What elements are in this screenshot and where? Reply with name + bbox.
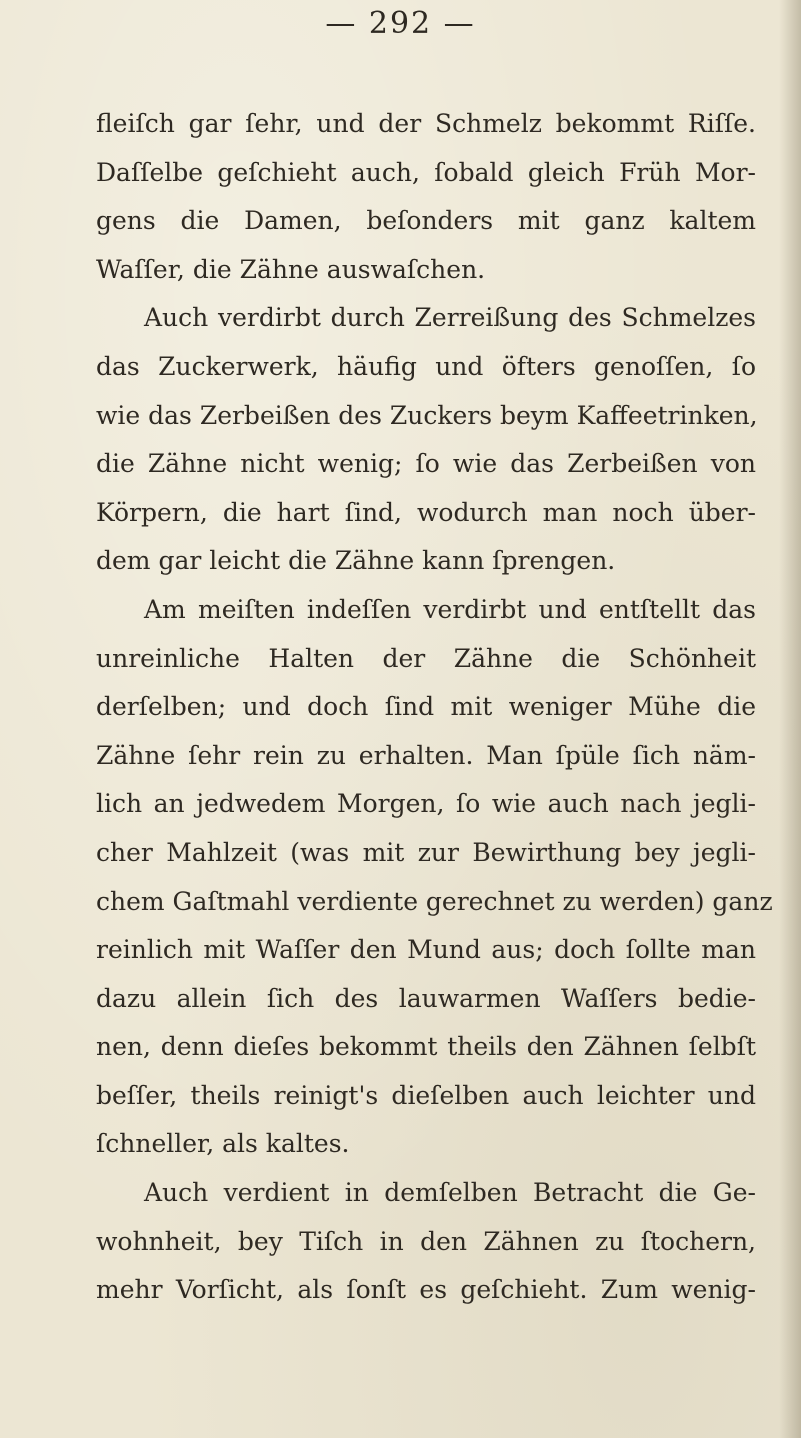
text-line: beſſer, theils reinigt's dieſelben auch leichter und [96,1080,756,1110]
text-line: das Zuckerwerk, häufig und öfters genoſſen, ſo [96,351,756,381]
text-line: nen, denn dieſes bekommt theils den Zähnen ſelbſt [96,1032,756,1062]
page-edge-shadow [779,0,801,1438]
text-line: Körpern, die hart ſind, wodurch man noch über- [96,497,756,527]
text-line: fleiſch gar ſehr, und der Schmelz bekommt Riſſe. [96,109,756,138]
text-line: Auch verdient in demſelben Betracht die Ge- [144,1178,756,1208]
text-line: ſchneller, als kaltes. [96,1129,350,1159]
text-line: wie das Zerbeißen des Zuckers beym Kaffeetrinken, [96,400,758,430]
text-line: dem gar leicht die Zähne kann ſprengen. [96,546,616,576]
text-line: wohnheit, bey Tiſch in den Zähnen zu ſtochern, [96,1226,756,1256]
text-line: chem Gaſtmahl verdiente gerechnet zu werden) ganz [96,886,773,916]
text-line: Am meiſten indeſſen verdirbt und entſtellt das [144,594,756,624]
text-line: unreinliche Halten der Zähne die Schönheit [96,643,756,673]
page-number: — 292 — [325,6,476,41]
text-line: Auch verdirbt durch Zerreißung des Schmelzes [144,303,756,333]
text-line: cher Mahlzeit (was mit zur Bewirthung bey jegli- [96,837,756,867]
text-line: reinlich mit Waſſer den Mund aus; doch ſollte man [96,935,756,965]
body-text [96,100,773,1315]
text-line: die Zähne nicht wenig; ſo wie das Zerbeißen von [96,449,756,479]
text-line: Daſſelbe geſchieht auch, ſobald gleich Früh Mor- [96,157,756,187]
text-line: lich an jedwedem Morgen, ſo wie auch nach jegli- [96,789,756,819]
text-line: Waſſer, die Zähne auswaſchen. [96,254,486,284]
text-line: dazu allein ſich des lauwarmen Waſſers bedie- [96,983,756,1013]
text-line: mehr Vorſicht, als ſonſt es geſchieht. Zum wenig- [96,1275,756,1305]
text-line: derſelben; und doch ſind mit weniger Mühe die [96,692,756,722]
text-line: gens die Damen, beſonders mit ganz kaltem [96,206,756,236]
text-line: Zähne ſehr rein zu erhalten. Man ſpüle ſich näm- [96,740,756,770]
